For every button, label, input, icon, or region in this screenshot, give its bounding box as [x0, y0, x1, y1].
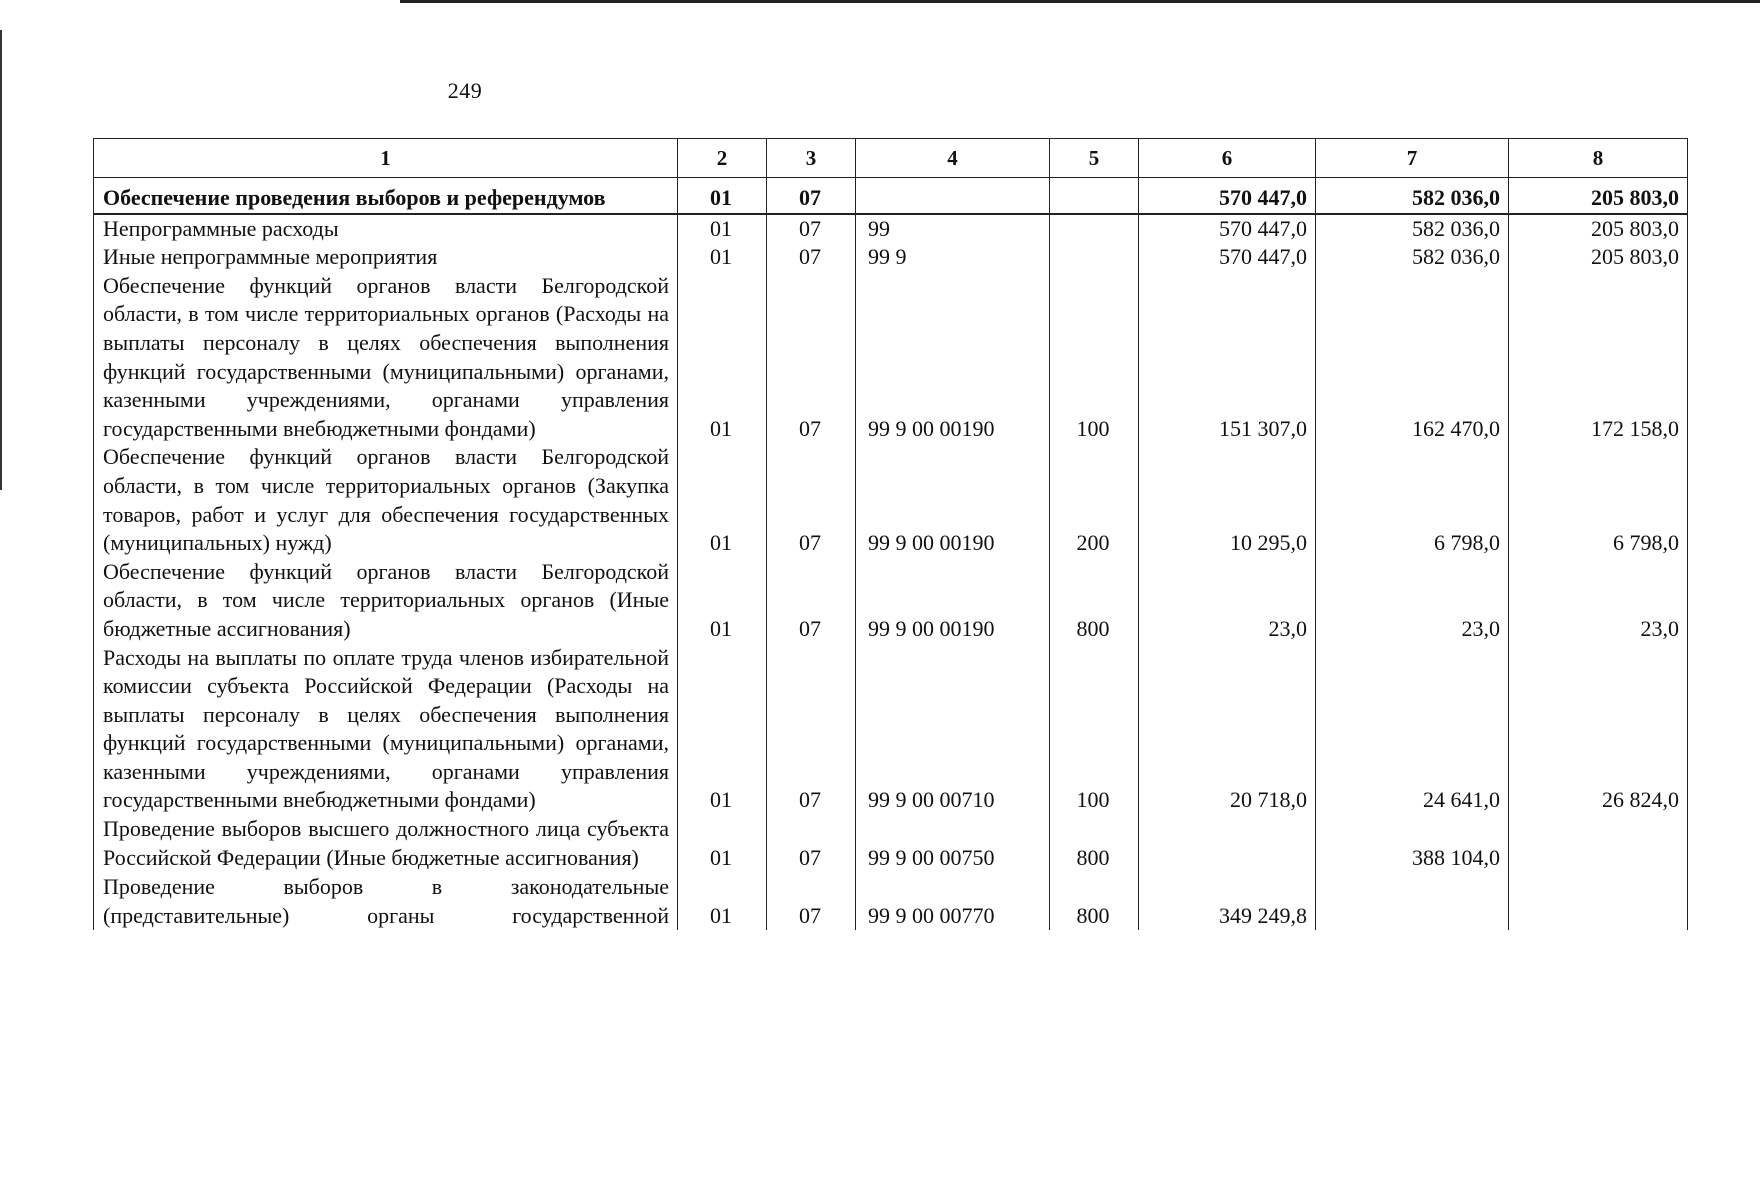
table-row: [94, 644, 1688, 816]
row-amount-col8: [1509, 815, 1688, 872]
row-amount-col6: 151 307,0: [1139, 272, 1316, 444]
row-section: 01: [678, 872, 767, 930]
row-target-article: 99 9 00 00190: [856, 558, 1050, 644]
row-expense-type: [1050, 214, 1139, 244]
row-expense-type: 800: [1050, 872, 1139, 930]
header-col-1: 1: [94, 139, 678, 178]
row-expense-type: 200: [1050, 443, 1139, 557]
table-row: [94, 815, 1688, 872]
row-subsection: 07: [767, 872, 856, 930]
row-amount-col7: 582 036,0: [1316, 243, 1509, 272]
row-target-article: 99: [856, 214, 1050, 244]
row-amount-col7: 582 036,0: [1316, 214, 1509, 244]
row-subsection: 07: [767, 214, 856, 244]
row-expense-type: 800: [1050, 558, 1139, 644]
row-amount-col8: 23,0: [1509, 558, 1688, 644]
row-target-article: 99 9 00 00190: [856, 272, 1050, 444]
row-expense-type: [1050, 178, 1139, 214]
row-section: 01: [678, 443, 767, 557]
row-amount-col8: 26 824,0: [1509, 644, 1688, 816]
table-row: [94, 272, 1688, 444]
row-amount-col6: 570 447,0: [1139, 214, 1316, 244]
row-section: 01: [678, 558, 767, 644]
row-section: 01: [678, 243, 767, 272]
row-subsection: 07: [767, 443, 856, 557]
row-subsection: 07: [767, 815, 856, 872]
row-name: Обеспечение функций органов власти Белгородской области, в том числе территориальных органов (Иные бюджетные ассигнования): [94, 558, 678, 644]
row-amount-col7: 6 798,0: [1316, 443, 1509, 557]
row-name: Проведение выборов в законодательные (представительные) органы государственной: [94, 872, 678, 930]
row-subsection: 07: [767, 272, 856, 444]
row-section: 01: [678, 815, 767, 872]
table-header-row: [94, 139, 1688, 178]
row-section: 01: [678, 272, 767, 444]
row-name: Иные непрограммные мероприятия: [94, 243, 678, 272]
row-amount-col6: [1139, 815, 1316, 872]
row-section: 01: [678, 214, 767, 244]
row-amount-col8: 205 803,0: [1509, 214, 1688, 244]
row-expense-type: 100: [1050, 644, 1139, 816]
header-col-7: 7: [1316, 139, 1509, 178]
row-subsection: 07: [767, 558, 856, 644]
row-target-article: 99 9 00 00710: [856, 644, 1050, 816]
row-amount-col8: 205 803,0: [1509, 243, 1688, 272]
header-col-8: 8: [1509, 139, 1688, 178]
row-amount-col7: 23,0: [1316, 558, 1509, 644]
row-name: Непрограммные расходы: [94, 214, 678, 244]
table-row: [94, 443, 1688, 557]
header-col-5: 5: [1050, 139, 1139, 178]
row-target-article: [856, 178, 1050, 214]
row-target-article: 99 9 00 00770: [856, 872, 1050, 930]
row-amount-col8: [1509, 872, 1688, 930]
row-expense-type: [1050, 243, 1139, 272]
row-name: Обеспечение проведения выборов и референдумов: [94, 178, 678, 214]
row-subsection: 07: [767, 178, 856, 214]
row-target-article: 99 9: [856, 243, 1050, 272]
row-section: 01: [678, 178, 767, 214]
row-amount-col6: 570 447,0: [1139, 178, 1316, 214]
header-col-2: 2: [678, 139, 767, 178]
row-amount-col6: 10 295,0: [1139, 443, 1316, 557]
row-amount-col6: 20 718,0: [1139, 644, 1316, 816]
row-name: Проведение выборов высшего должностного лица субъекта Российской Федерации (Иные бюджетные ассигнования): [94, 815, 678, 872]
row-name: Обеспечение функций органов власти Белгородской области, в том числе территориальных органов (Закупка товаров, работ и услуг для обеспечения государственных (муниципальных) нужд): [94, 443, 678, 557]
row-amount-col8: 6 798,0: [1509, 443, 1688, 557]
row-name: Расходы на выплаты по оплате труда членов избирательной комиссии субъекта Российской Федерации (Расходы на выплаты персоналу в целях обеспечения выполнения функций государственными (муниципальными) органами, казенными учреждениями, органами управления государственными внебюджетными фондами): [94, 644, 678, 816]
row-amount-col7: 582 036,0: [1316, 178, 1509, 214]
row-amount-col8: 205 803,0: [1509, 178, 1688, 214]
page-number: 249: [447, 78, 483, 103]
row-amount-col8: 172 158,0: [1509, 272, 1688, 444]
table-row-continued: [94, 872, 1688, 930]
table-row: [94, 243, 1688, 272]
row-subsection: 07: [767, 644, 856, 816]
row-amount-col7: 162 470,0: [1316, 272, 1509, 444]
row-amount-col7: 388 104,0: [1316, 815, 1509, 872]
row-subsection: 07: [767, 243, 856, 272]
row-section: 01: [678, 644, 767, 816]
header-col-6: 6: [1139, 139, 1316, 178]
row-expense-type: 800: [1050, 815, 1139, 872]
header-col-3: 3: [767, 139, 856, 178]
row-amount-col6: 23,0: [1139, 558, 1316, 644]
table-row: [94, 558, 1688, 644]
row-amount-col6: 570 447,0: [1139, 243, 1316, 272]
row-amount-col7: 24 641,0: [1316, 644, 1509, 816]
header-col-4: 4: [856, 139, 1050, 178]
row-expense-type: 100: [1050, 272, 1139, 444]
row-target-article: 99 9 00 00190: [856, 443, 1050, 557]
row-amount-col7: [1316, 872, 1509, 930]
table-row: [94, 214, 1688, 244]
table-row-group-total: [94, 178, 1688, 214]
row-amount-col6: 349 249,8: [1139, 872, 1316, 930]
row-name: Обеспечение функций органов власти Белгородской области, в том числе территориальных органов (Расходы на выплаты персоналу в целях обеспечения выполнения функций государственными (муниципальными) органами, казенными учреждениями, органами управления государственными внебюджетными фондами): [94, 272, 678, 444]
top-rule: [400, 0, 1760, 3]
row-target-article: 99 9 00 00750: [856, 815, 1050, 872]
budget-table: [93, 138, 1688, 930]
